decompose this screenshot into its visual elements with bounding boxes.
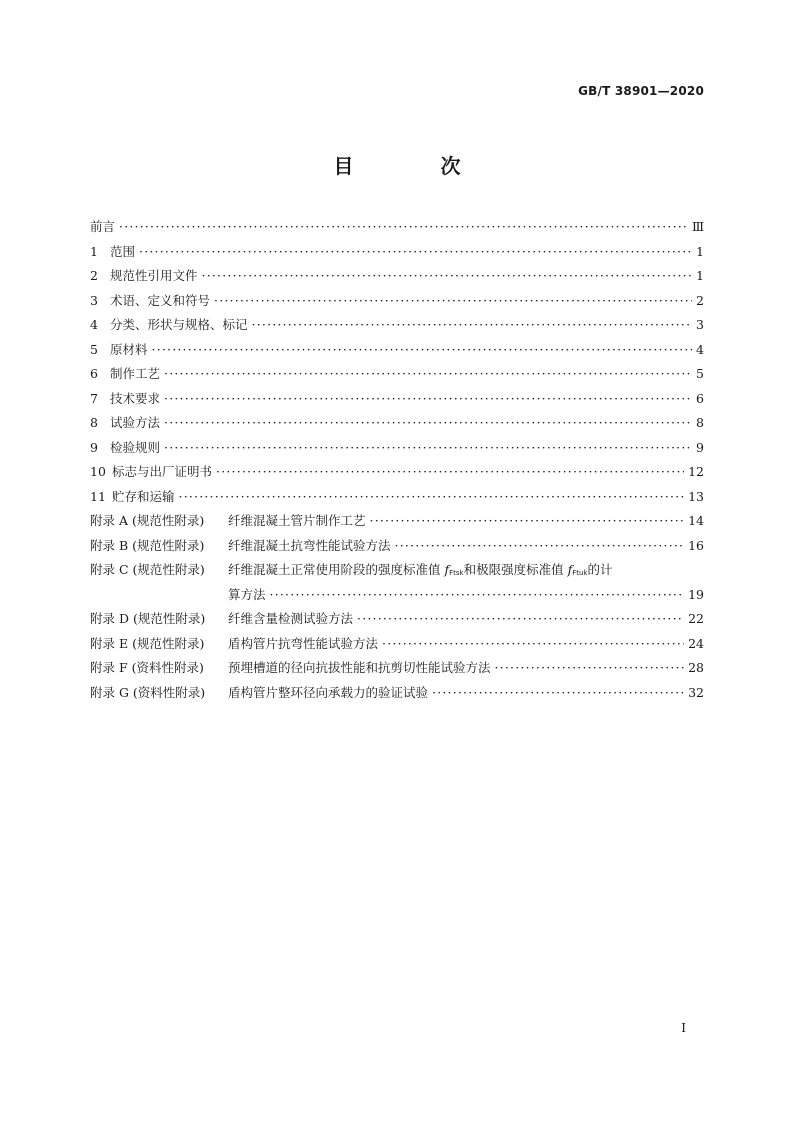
toc-entry-annex-c[interactable] bbox=[90, 558, 704, 583]
toc-entry-page: 1 bbox=[696, 243, 704, 259]
toc-entry-label: 9 检验规则 bbox=[90, 436, 160, 461]
toc-entry-label: 附录 E (规范性附录) 盾构管片抗弯性能试验方法 bbox=[90, 632, 378, 657]
toc-entry-annex-b[interactable] bbox=[90, 534, 704, 559]
toc-entry-annex-c-continued[interactable] bbox=[90, 583, 704, 608]
toc-entry-manufacturing[interactable] bbox=[90, 362, 704, 387]
toc-entry-marking[interactable] bbox=[90, 460, 704, 485]
toc-entry-page: 32 bbox=[688, 684, 704, 700]
toc-entry-page: 6 bbox=[696, 390, 704, 406]
leader-dots bbox=[432, 681, 684, 706]
toc-entry-annex-a[interactable] bbox=[90, 509, 704, 534]
page-title: 目 次 bbox=[333, 154, 501, 178]
toc-entry-page: 4 bbox=[696, 341, 704, 357]
toc-entry-number: 11 bbox=[90, 488, 106, 504]
toc-entry-page: 8 bbox=[696, 415, 704, 430]
standard-code: GB/T 38901—2020 bbox=[578, 84, 704, 98]
annex-prefix: 附录 B (规范性附录) bbox=[90, 537, 205, 553]
toc-entry-page: 13 bbox=[688, 488, 704, 504]
toc-entry-number: 7 bbox=[90, 390, 98, 406]
toc-entry-label: 附录 A (规范性附录) 纤维混凝土管片制作工艺 bbox=[90, 509, 366, 534]
toc-entry-number: 4 bbox=[90, 317, 98, 332]
toc-entry-foreword[interactable] bbox=[90, 215, 704, 240]
toc-entry-page: 22 bbox=[688, 611, 704, 626]
toc-entry-number: 9 bbox=[90, 439, 98, 455]
annex-prefix: 附录 G (资料性附录) bbox=[90, 684, 206, 700]
leader-dots bbox=[395, 534, 685, 559]
toc-entry-label: 附录 B (规范性附录) 纤维混凝土抗弯性能试验方法 bbox=[90, 534, 391, 559]
toc-entry-label: 10 标志与出厂证明书 bbox=[90, 460, 212, 485]
toc-entry-page: 14 bbox=[688, 513, 704, 528]
leader-dots bbox=[164, 436, 692, 461]
toc-entry-inspection-rules[interactable] bbox=[90, 436, 704, 461]
symbol-f-ftsk: fFtsk bbox=[444, 562, 464, 577]
toc-entry-label: 2 规范性引用文件 bbox=[90, 264, 198, 289]
toc-entry-storage[interactable] bbox=[90, 485, 704, 510]
toc-entry-page: 5 bbox=[696, 366, 704, 381]
toc-entry-page: 28 bbox=[688, 660, 704, 675]
annex-prefix: 附录 A (规范性附录) bbox=[90, 513, 205, 528]
toc-entry-requirements[interactable] bbox=[90, 387, 704, 412]
toc-entry-raw-materials[interactable] bbox=[90, 338, 704, 363]
toc-entry-label: 附录 C (规范性附录) 纤维混凝土正常使用阶段的强度标准值 fFtsk和极限强度标准值 fFtuk的计 bbox=[90, 558, 613, 586]
leader-dots bbox=[164, 362, 692, 387]
toc-entry-label: 3 术语、定义和符号 bbox=[90, 289, 210, 314]
toc-entry-label: 1 范围 bbox=[90, 240, 135, 265]
toc-entry-label: 5 原材料 bbox=[90, 338, 148, 363]
leader-dots bbox=[357, 607, 684, 632]
page-number: I bbox=[681, 1021, 686, 1035]
toc-entry-annex-g[interactable] bbox=[90, 681, 704, 706]
toc-entry-label: 附录 G (资料性附录) 盾构管片整环径向承载力的验证试验 bbox=[90, 681, 428, 706]
toc-entry-scope[interactable] bbox=[90, 240, 704, 265]
toc-entry-number: 6 bbox=[90, 366, 98, 381]
leader-dots bbox=[202, 264, 693, 289]
leader-dots bbox=[119, 215, 688, 240]
toc-entry-page: Ⅲ bbox=[691, 219, 704, 234]
toc-entry-number: 2 bbox=[90, 268, 98, 283]
toc-entry-label: 11 贮存和运输 bbox=[90, 485, 175, 510]
toc-entry-page: 24 bbox=[688, 635, 704, 651]
toc-entry-number: 5 bbox=[90, 341, 98, 357]
toc-entry-label: 附录 F (资料性附录) 预埋槽道的径向抗拔性能和抗剪切性能试验方法 bbox=[90, 656, 491, 681]
toc-entry-normative-references[interactable] bbox=[90, 264, 704, 289]
annex-prefix: 附录 D (规范性附录) bbox=[90, 611, 206, 626]
leader-dots bbox=[216, 460, 684, 485]
leader-dots bbox=[252, 313, 693, 338]
leader-dots bbox=[370, 509, 685, 534]
table-of-contents bbox=[90, 215, 704, 705]
leader-dots bbox=[214, 289, 692, 314]
toc-entry-page: 1 bbox=[696, 268, 704, 283]
annex-prefix: 附录 E (规范性附录) bbox=[90, 635, 205, 651]
leader-dots bbox=[179, 485, 685, 510]
toc-entry-page: 3 bbox=[696, 317, 704, 332]
toc-entry-test-methods[interactable] bbox=[90, 411, 704, 436]
symbol-f-ftuk: fFtuk bbox=[567, 562, 588, 577]
leader-dots bbox=[152, 338, 693, 363]
annex-prefix: 附录 C (规范性附录) bbox=[90, 562, 205, 577]
leader-dots bbox=[382, 632, 684, 657]
toc-entry-number: 8 bbox=[90, 415, 98, 430]
toc-entry-classification[interactable] bbox=[90, 313, 704, 338]
toc-entry-label: 6 制作工艺 bbox=[90, 362, 160, 387]
toc-entry-label: 算方法 bbox=[228, 586, 266, 602]
annex-prefix: 附录 F (资料性附录) bbox=[90, 660, 204, 675]
toc-entry-page: 2 bbox=[696, 292, 704, 308]
toc-entry-page: 9 bbox=[696, 439, 704, 455]
toc-entry-annex-e[interactable] bbox=[90, 632, 704, 657]
toc-entry-label: 附录 D (规范性附录) 纤维含量检测试验方法 bbox=[90, 607, 353, 632]
toc-entry-number: 1 bbox=[90, 243, 98, 259]
toc-entry-number: 3 bbox=[90, 292, 98, 308]
leader-dots bbox=[270, 583, 685, 608]
toc-entry-page: 19 bbox=[688, 586, 704, 602]
toc-entry-number: 10 bbox=[90, 464, 106, 479]
toc-entry-label: 8 试验方法 bbox=[90, 411, 160, 436]
toc-entry-annex-d[interactable] bbox=[90, 607, 704, 632]
toc-entry-label: 7 技术要求 bbox=[90, 387, 160, 412]
leader-dots bbox=[164, 411, 692, 436]
toc-entry-page: 12 bbox=[688, 464, 704, 479]
toc-entry-page: 16 bbox=[688, 537, 704, 553]
leader-dots bbox=[164, 387, 692, 412]
toc-entry-annex-f[interactable] bbox=[90, 656, 704, 681]
toc-entry-terms[interactable] bbox=[90, 289, 704, 314]
leader-dots bbox=[139, 240, 692, 265]
toc-entry-label: 4 分类、形状与规格、标记 bbox=[90, 313, 248, 338]
leader-dots bbox=[495, 656, 685, 681]
toc-entry-label: 前言 bbox=[90, 219, 116, 234]
